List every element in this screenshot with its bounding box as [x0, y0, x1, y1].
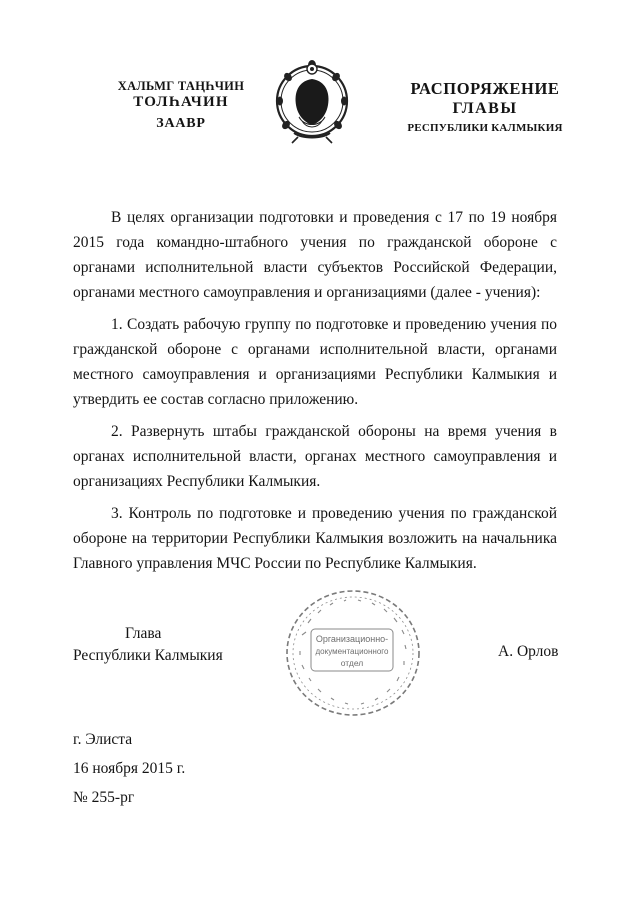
- header-right-line2: ГЛАВЫ: [452, 99, 518, 117]
- footer-date: 16 ноября 2015 г.: [73, 760, 186, 777]
- header-right-russian: [395, 80, 575, 135]
- document-footer: [73, 725, 185, 812]
- signature-title-line1: Глава: [125, 625, 162, 642]
- footer-city: г. Элиста: [73, 731, 133, 748]
- footer-number: № 255-рг: [73, 789, 135, 806]
- body-intro: В целях организации подготовки и проведения с 17 по 19 ноября 2015 года командно-штабного учения по гражданской обороне с органами исполнительной власти субъектов Российской Федерации, органами местного самоуправления и организациями (далее - учения):: [73, 209, 557, 301]
- official-stamp-icon: [278, 585, 428, 720]
- header-right-line3: РЕСПУБЛИКИ КАЛМЫКИЯ: [407, 122, 563, 135]
- body-item-1: 1. Создать рабочую группу по подготовке и проведению учения по гражданской обороне с органами исполнительной власти, органами местного самоуправления и организациями Республики Калмыкия и утвердить ее состав согласно приложению.: [73, 316, 557, 408]
- signature-title: [73, 623, 243, 667]
- body-item-2: 2. Развернуть штабы гражданской обороны на время учения в органах исполнительной власти, органах местного самоуправления и организациях Республики Калмыкия.: [73, 423, 557, 490]
- header-left-line3: ЗААВР: [156, 115, 206, 131]
- stamp-center-line1: Организационно-: [315, 634, 389, 644]
- signature-title-line2: Республики Калмыкия: [73, 647, 223, 664]
- header-left-kalmyk: [112, 79, 250, 132]
- signature-name: А. Орлов: [498, 643, 559, 660]
- stamp-center-line3: отдел: [340, 658, 364, 668]
- stamp-center-line2: документационного: [315, 647, 389, 656]
- document-body: [73, 205, 557, 582]
- coat-of-arms-emblem-icon: [272, 55, 352, 145]
- body-item-3: 3. Контроль по подготовке и проведению учения по гражданской обороне на территории Республики Калмыкия возложить на начальника Главного управления МЧС России по Республике Калмыкия.: [73, 505, 557, 572]
- header-left-line2: ТОЛҺАЧИН: [133, 94, 229, 111]
- header-left-line1: ХАЛЬМГ ТАҢҺЧИН: [117, 79, 245, 93]
- header-right-line1: РАСПОРЯЖЕНИЕ: [410, 79, 560, 98]
